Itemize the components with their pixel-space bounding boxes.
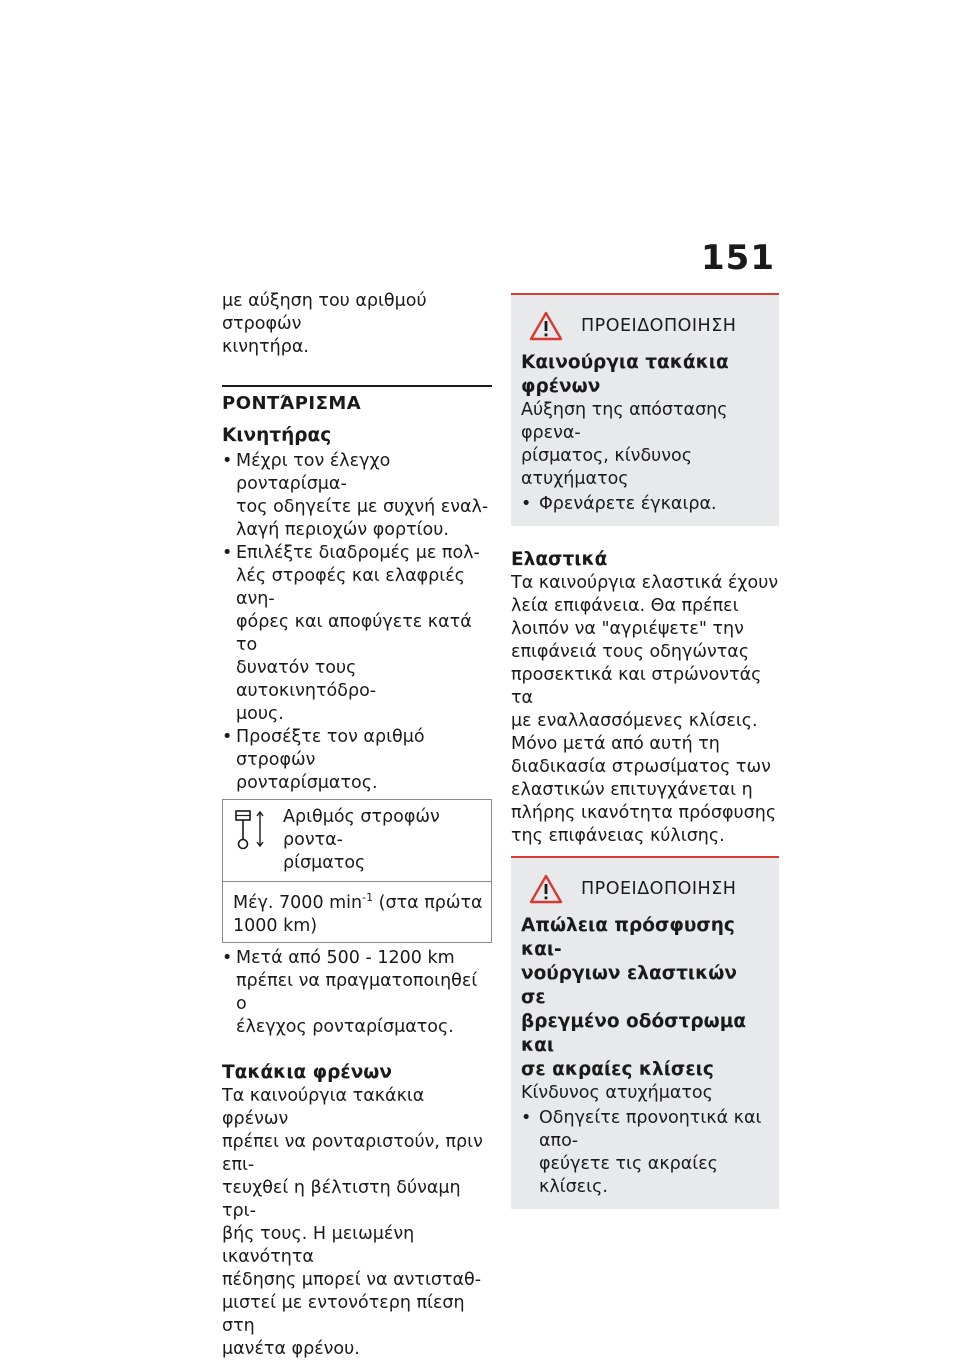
brake-heading: Τακάκια φρένων [222, 1061, 392, 1083]
text-line: Αύξηση της απόστασης φρενα- [521, 400, 728, 443]
warning-triangle-icon [529, 874, 563, 904]
text-line: σε ακραίες κλίσεις [521, 1059, 714, 1080]
text-line: βρεγμένο οδόστρωμα και [521, 1011, 747, 1056]
spec-header [223, 800, 491, 882]
text-line: Τα καινούργια τακάκια φρένων [222, 1085, 425, 1129]
text-line: Αριθμός στροφών ροντα- [283, 807, 440, 850]
text-line: Κίνδυνος ατυχήματος [521, 1083, 713, 1103]
text-line: • Προσέξτε τον αριθμό στροφών [236, 727, 425, 770]
list-item [222, 947, 492, 1039]
engine-heading: Κινητήρας [222, 425, 332, 446]
text-line: λεία επιφάνεια. Θα πρέπει [511, 596, 739, 616]
text-line: διαδικασία στρωσίματος των [511, 757, 771, 777]
page-number: 151 [701, 238, 775, 278]
spec-value-exponent: -1 [362, 891, 374, 904]
text-line: βής τους. Η μειωμένη ικανότητα [222, 1223, 415, 1267]
text-line: λές στροφές και ελαφριές ανη- [236, 566, 465, 609]
warning-bullet-list [521, 493, 767, 516]
text-line: πλήρης ικανότητα πρόσφυσης [511, 803, 777, 823]
text-line: τευχθεί η βέλτιστη δύναμη τρι- [222, 1177, 461, 1221]
text-line: επιφάνειά τους οδηγώντας [511, 642, 750, 662]
text-line: με αύξηση του αριθμού στροφών [222, 291, 427, 334]
text-line: φεύγετε τις ακραίες κλίσεις. [539, 1154, 718, 1197]
text-line: Απώλεια πρόσφυσης και- [521, 915, 735, 960]
text-line: νούργιων ελαστικών σε [521, 963, 737, 1008]
list-item [222, 542, 492, 726]
warning-text [521, 399, 767, 491]
warning-title [521, 311, 767, 341]
text-line: • Μετά από 500 - 1200 km [236, 947, 455, 968]
text-line: προσεκτικά και στρώνοντάς τα [511, 665, 762, 708]
spec-value [223, 882, 491, 942]
list-item [521, 1107, 767, 1199]
engine-speed-icon [233, 806, 269, 852]
warning-box-tires [511, 856, 779, 1209]
left-column [222, 290, 492, 1361]
text-line: δυνατόν τους αυτοκινητόδρο- [236, 658, 377, 701]
brake-paragraph [222, 1085, 492, 1361]
text-line: Καινούργια τακάκια [521, 352, 729, 373]
text-line: πέδησης μπορεί να αντισταθ- [222, 1269, 482, 1290]
text-line: • Οδηγείτε προνοητικά και απο- [539, 1108, 762, 1151]
list-item [521, 493, 767, 516]
section-title: ΡΟΝΤΆΡΙΣΜΑ [222, 385, 492, 414]
right-column [511, 293, 779, 1209]
text-line: ρίσματος, κίνδυνος ατυχήματος [521, 446, 693, 489]
text-line: έλεγχος ρονταρίσματος. [236, 1016, 454, 1037]
warning-triangle-icon [529, 311, 563, 341]
text-line: Τα καινούργια ελαστικά έχουν [511, 573, 779, 593]
text-line: • Επιλέξτε διαδρομές με πολ- [236, 543, 480, 563]
spec-value-suffix: (στα πρώτα [373, 892, 483, 913]
spec-value-prefix: Μέγ. 7000 min [233, 892, 363, 913]
text-line: με εναλλασσόμενες κλίσεις. [511, 711, 758, 731]
warning-title [521, 874, 767, 904]
text-line: λοιπόν να "αγριέψετε" την [511, 619, 744, 639]
text-line [233, 886, 485, 915]
text-line: μιστεί με εντονότερη πίεση στη [222, 1292, 465, 1336]
text-line: ρίσματος [283, 853, 366, 873]
warning-bullet-list [521, 1107, 767, 1199]
warning-title-text: ΠΡΟΕΙΔΟΠΟΙΗΣΗ [581, 879, 737, 899]
list-item [222, 726, 492, 795]
list-item [222, 450, 492, 542]
text-line: ρονταρίσματος. [236, 773, 378, 793]
text-line: φρένων [521, 376, 601, 397]
text-line: λαγή περιοχών φορτίου. [236, 520, 449, 540]
warning-title-text: ΠΡΟΕΙΔΟΠΟΙΗΣΗ [581, 316, 737, 336]
text-line: 1000 km) [233, 915, 318, 936]
warning-heading [521, 351, 767, 399]
text-line: μανέτα φρένου. [222, 1338, 360, 1359]
text-line: μους. [236, 704, 284, 724]
text-line: της επιφάνειας κύλισης. [511, 826, 725, 846]
tires-heading: Ελαστικά [511, 549, 608, 570]
text-line: • Μέχρι τον έλεγχο ρονταρίσμα- [236, 451, 391, 494]
text-line: πρέπει να ρονταριστούν, πριν επι- [222, 1131, 483, 1175]
text-line: ελαστικών επιτυγχάνεται η [511, 780, 753, 800]
warning-text [521, 1082, 767, 1105]
after-spec-list [222, 947, 492, 1039]
text-line: πρέπει να πραγματοποιηθεί ο [236, 970, 478, 1014]
text-line: τος οδηγείτε με συχνή εναλ- [236, 497, 489, 517]
warning-heading [521, 914, 767, 1082]
spec-table [222, 799, 492, 943]
engine-bullet-list [222, 450, 492, 795]
warning-box-brakes [511, 293, 779, 526]
text-line: κινητήρα. [222, 337, 309, 357]
text-line: Μόνο μετά από αυτή τη [511, 734, 720, 754]
text-line: • Φρενάρετε έγκαιρα. [539, 494, 717, 514]
spec-label [283, 806, 485, 875]
text-line: φόρες και αποφύγετε κατά το [236, 612, 472, 655]
tires-paragraph [511, 572, 779, 848]
intro-paragraph [222, 290, 492, 359]
